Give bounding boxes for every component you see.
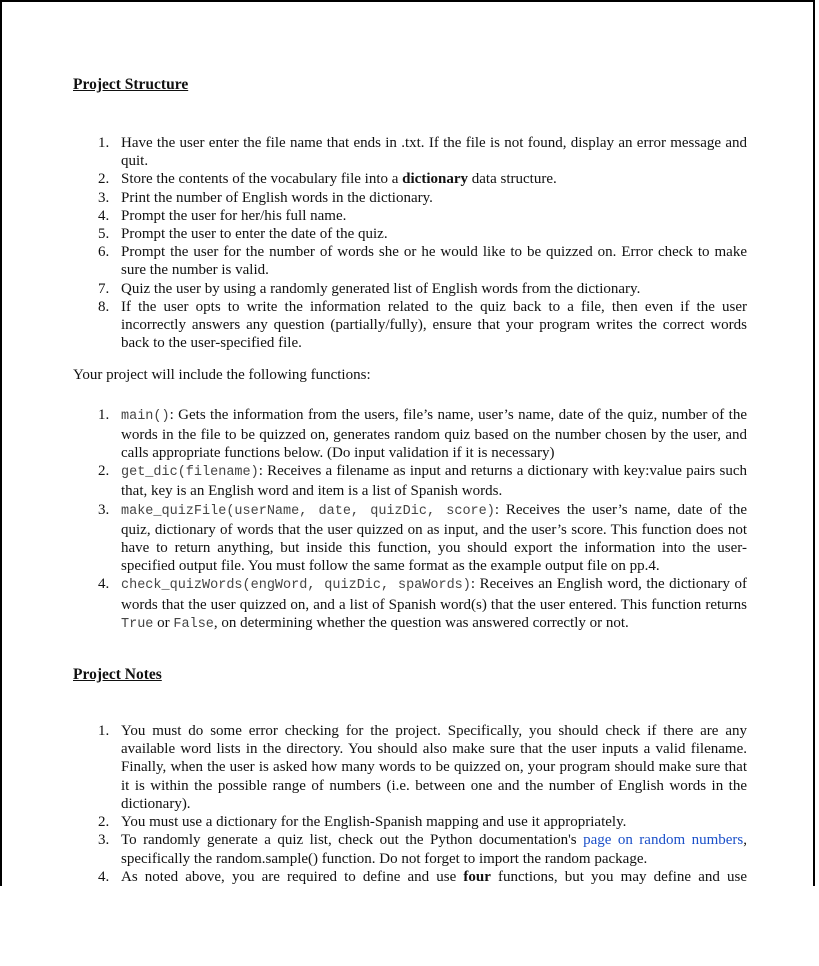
list-item-number: 8.: [98, 298, 110, 315]
item-text: data structure.: [468, 171, 557, 188]
list-item: [73, 501, 747, 576]
item-text: Print the number of English words in the dictionary.: [121, 189, 433, 206]
list-item: [73, 722, 747, 813]
list-item: [73, 813, 747, 831]
code-text: make_quizFile(userName, date, quizDic, score): [121, 503, 495, 519]
item-text: You must do some error checking for the project. Specifically, you should check if there are any available word lists in the directory. You should also make sure that the user inputs a valid filename. Finally, when the user is asked how many words to be quizzed on, your program should make sure that it is within the possible range of numbers (i.e. between one and the number of English words in the dictionary).: [121, 723, 747, 812]
list-item: [73, 170, 747, 188]
list-item-number: 2.: [98, 463, 110, 480]
list-item-number: 3.: [98, 832, 110, 849]
code-text: check_quizWords(engWord, quizDic, spaWords): [121, 578, 471, 594]
item-text: or: [153, 614, 174, 631]
list-item-number: 1.: [98, 723, 110, 740]
list-item: [73, 575, 747, 634]
item-text: Have the user enter the file name that ends in .txt. If the file is not found, display an error message and quit.: [121, 135, 747, 170]
item-text: : Receives an English word, the dictionary of words that the user quizzed on, and a list of Spanish word(s) that the user entered. This function returns: [121, 576, 747, 613]
item-text: Quiz the user by using a randomly generated list of English words from the dictionary.: [121, 280, 641, 297]
item-text: If the user opts to write the information related to the quiz back to a file, then even if the user incorrectly answers any question (partially/fully), ensure that your program writes the correct words back to the user-specified file.: [121, 298, 747, 352]
list-item-number: 4.: [98, 576, 110, 593]
list-item-number: 6.: [98, 244, 110, 261]
list-item: [73, 134, 747, 170]
item-text: You must use a dictionary for the English-Spanish mapping and use it appropriately.: [121, 814, 627, 831]
list-item-number: 1.: [98, 406, 110, 423]
random-numbers-link[interactable]: page on random numbers: [583, 832, 744, 849]
list-item: [73, 831, 747, 867]
item-text: functions, but you may define and use: [498, 868, 747, 885]
item-text: : Receives the user’s name, date of the quiz, dictionary of words that the user quizzed on as input, and the user’s score. This function does not have to return anything, but inside this function, you should export the information into the user-specified output file. You must follow the same format as the example output file on pp.4.: [121, 501, 747, 575]
item-text: Prompt the user for her/his full name.: [121, 207, 347, 224]
project-notes-heading: Project Notes: [73, 666, 162, 684]
list-item: [73, 280, 747, 298]
list-item: [73, 225, 747, 243]
page-bottom-cutoff: [0, 886, 819, 966]
item-text: Store the contents of the vocabulary file into a: [121, 171, 403, 188]
list-item-number: 3.: [98, 501, 110, 518]
notes-list: [73, 722, 747, 904]
list-item-number: 5.: [98, 226, 110, 243]
bold-text: four: [463, 868, 491, 885]
list-item-number: 4.: [98, 207, 110, 224]
code-text: True: [121, 616, 154, 632]
bold-text: dictionary: [402, 171, 469, 188]
item-text: As noted above, you are required to define and use: [121, 868, 464, 885]
list-item: [73, 243, 747, 279]
list-item-number: 7.: [98, 280, 110, 297]
item-text: To randomly generate a quiz list, check out the Python documentation's: [121, 832, 584, 849]
item-text: , specifically the random.sample() function. Do not forget to import the random package.: [121, 832, 747, 867]
list-item-number: 2.: [98, 814, 110, 831]
item-text: Prompt the user for the number of words she or he would like to be quizzed on. Error check to make sure the number is valid.: [121, 244, 747, 279]
list-item: [73, 406, 747, 463]
code-text: False: [173, 616, 214, 632]
list-item-number: 2.: [98, 171, 110, 188]
item-text: Prompt the user to enter the date of the quiz.: [121, 226, 388, 243]
list-item: [73, 462, 747, 500]
code-text: get_dic(filename): [121, 465, 259, 481]
list-item: [73, 207, 747, 225]
functions-intro: Your project will include the following functions:: [73, 367, 371, 384]
document-body: [73, 76, 747, 904]
code-text: main(): [121, 408, 170, 424]
list-item-number: 1.: [98, 135, 110, 151]
list-item: [73, 298, 747, 353]
item-text: , on determining whether the question was answered correctly or not.: [213, 614, 629, 631]
functions-list: [73, 406, 747, 634]
item-text: : Gets the information from the users, file’s name, user’s name, date of the quiz, number of the words in the file to be quizzed on, generates random quiz based on the number chosen by the user, and calls appropriate functions below. (Do input validation if it is necessary): [121, 406, 747, 462]
item-text: : Receives a filename as input and returns a dictionary with key:value pairs such that, key is an English word and item is a list of Spanish words.: [121, 463, 747, 500]
structure-list: [73, 134, 747, 352]
list-item: [73, 189, 747, 207]
list-item-number: 3.: [98, 189, 110, 206]
project-structure-heading: Project Structure: [73, 76, 189, 93]
list-item-number: 4.: [98, 868, 110, 885]
